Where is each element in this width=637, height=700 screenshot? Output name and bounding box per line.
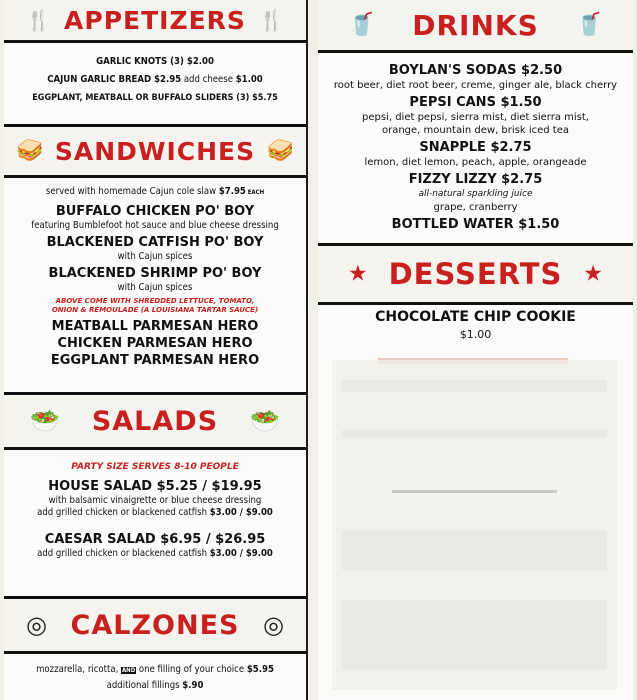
menu-item-name: BLACKENED CATFISH PO' BOY	[46, 235, 264, 250]
menu-item-name: CAESAR SALAD $6.95 / $26.95	[44, 532, 266, 547]
menu-item-desc: root beer, diet root beer, creme, ginger ale, black cherry	[333, 80, 618, 91]
faded-block	[342, 430, 607, 438]
appetizers-title: APPETIZERS	[64, 5, 246, 35]
soda-cup-icon: 🥤	[348, 12, 376, 38]
faded-panel	[332, 360, 617, 690]
cutlery-icon: 🍴	[26, 8, 51, 32]
menu-item: CAJUN GARLIC BREAD $2.95 add cheese $1.00	[47, 74, 263, 85]
menu-item-desc: orange, mountain dew, brisk iced tea	[381, 125, 570, 136]
star-icon: ★	[583, 261, 603, 287]
calzones-header	[4, 596, 306, 654]
salads-title: SALADS	[91, 405, 219, 437]
salads-header	[4, 392, 306, 450]
menu-item-desc: with Cajun spices	[117, 282, 193, 293]
menu-item: EGGPLANT, MEATBALL OR BUFFALO SLIDERS (3) $5.75	[32, 93, 278, 103]
desserts-header	[318, 243, 633, 305]
left-column	[4, 0, 306, 700]
menu-item-desc: grape, cranberry	[433, 202, 518, 213]
calzone-icon: ◎	[263, 611, 284, 639]
sandwich-icon: 🥪	[16, 138, 44, 164]
sandwiches-list	[4, 186, 306, 369]
menu-item-price: $1.00	[459, 328, 492, 341]
calzone-line: additional fillings $.90	[106, 680, 204, 691]
desserts-title: DESSERTS	[388, 257, 563, 291]
menu-item-addon: add grilled chicken or blackened catfish $3.00 / $9.00	[37, 548, 273, 559]
calzone-line: mozzarella, ricotta, AND one filling of your choice $5.95	[36, 664, 274, 675]
menu-item-desc: pepsi, diet pepsi, sierra mist, diet sierra mist,	[362, 112, 589, 123]
calzones-list	[4, 664, 306, 692]
faded-rule	[392, 490, 557, 493]
menu-item-desc: lemon, diet lemon, peach, apple, orangeade	[364, 157, 587, 168]
menu-item-desc: featuring Bumblefoot hot sauce and blue cheese dressing	[31, 220, 279, 231]
sandwiches-header	[4, 124, 306, 178]
faded-block	[342, 380, 607, 392]
menu-item-name: BOTTLED WATER $1.50	[391, 217, 560, 232]
sandwiches-intro: served with homemade Cajun cole slaw $7.95 EACH	[45, 186, 265, 197]
menu-item-addon: add grilled chicken or blackened catfish $3.00 / $9.00	[37, 507, 273, 518]
desserts-list	[318, 308, 633, 342]
drinks-header	[318, 0, 633, 53]
menu-item-name: BOYLAN'S SODAS $2.50	[388, 63, 563, 78]
menu-item-name: MEATBALL PARMESAN HERO	[51, 319, 259, 334]
calzone-icon: ◎	[26, 611, 47, 639]
appetizers-list	[4, 56, 306, 104]
menu-item-name: EGGPLANT PARMESAN HERO	[50, 353, 260, 368]
menu-item-desc: with balsamic vinaigrette or blue cheese dressing	[48, 495, 262, 506]
sandwich-note: ABOVE COME WITH SHREDDED LETTUCE, TOMATO,	[55, 297, 255, 305]
salad-bowl-icon: 🥗	[250, 407, 280, 435]
right-column	[318, 0, 633, 700]
faded-block	[342, 530, 607, 570]
star-icon: ★	[348, 261, 368, 287]
faded-block	[342, 600, 607, 670]
soda-cup-icon: 🥤	[575, 12, 603, 38]
menu-item-name: BLACKENED SHRIMP PO' BOY	[48, 266, 262, 281]
menu-item-name: FIZZY LIZZY $2.75	[408, 172, 543, 187]
sandwich-icon: 🥪	[266, 138, 294, 164]
calzones-title: CALZONES	[70, 609, 240, 641]
appetizers-header	[4, 0, 306, 43]
drinks-title: DRINKS	[412, 8, 539, 42]
cutlery-icon: 🍴	[259, 8, 284, 32]
menu-item: GARLIC KNOTS (3) $2.00	[96, 56, 214, 67]
salads-list	[4, 461, 306, 560]
menu-item-name: PEPSI CANS $1.50	[409, 95, 542, 110]
sandwiches-title: SANDWICHES	[54, 136, 256, 166]
sandwich-note: ONION & REMOULADE (A LOUISIANA TARTAR SAUCE)	[51, 305, 259, 314]
menu-item-name: BUFFALO CHICKEN PO' BOY	[55, 204, 255, 219]
salad-bowl-icon: 🥗	[30, 407, 60, 435]
menu-item-name: HOUSE SALAD $5.25 / $19.95	[48, 479, 262, 494]
menu-item-tag: all-natural sparkling juice	[418, 189, 533, 199]
menu-item-name: CHOCOLATE CHIP COOKIE	[375, 309, 576, 325]
menu-item-name: SNAPPLE $2.75	[419, 140, 532, 155]
drinks-list	[318, 62, 633, 233]
menu-item-desc: with Cajun spices	[117, 251, 193, 262]
salad-note: PARTY SIZE SERVES 8-10 PEOPLE	[71, 462, 239, 472]
menu-item-name: CHICKEN PARMESAN HERO	[57, 336, 253, 351]
